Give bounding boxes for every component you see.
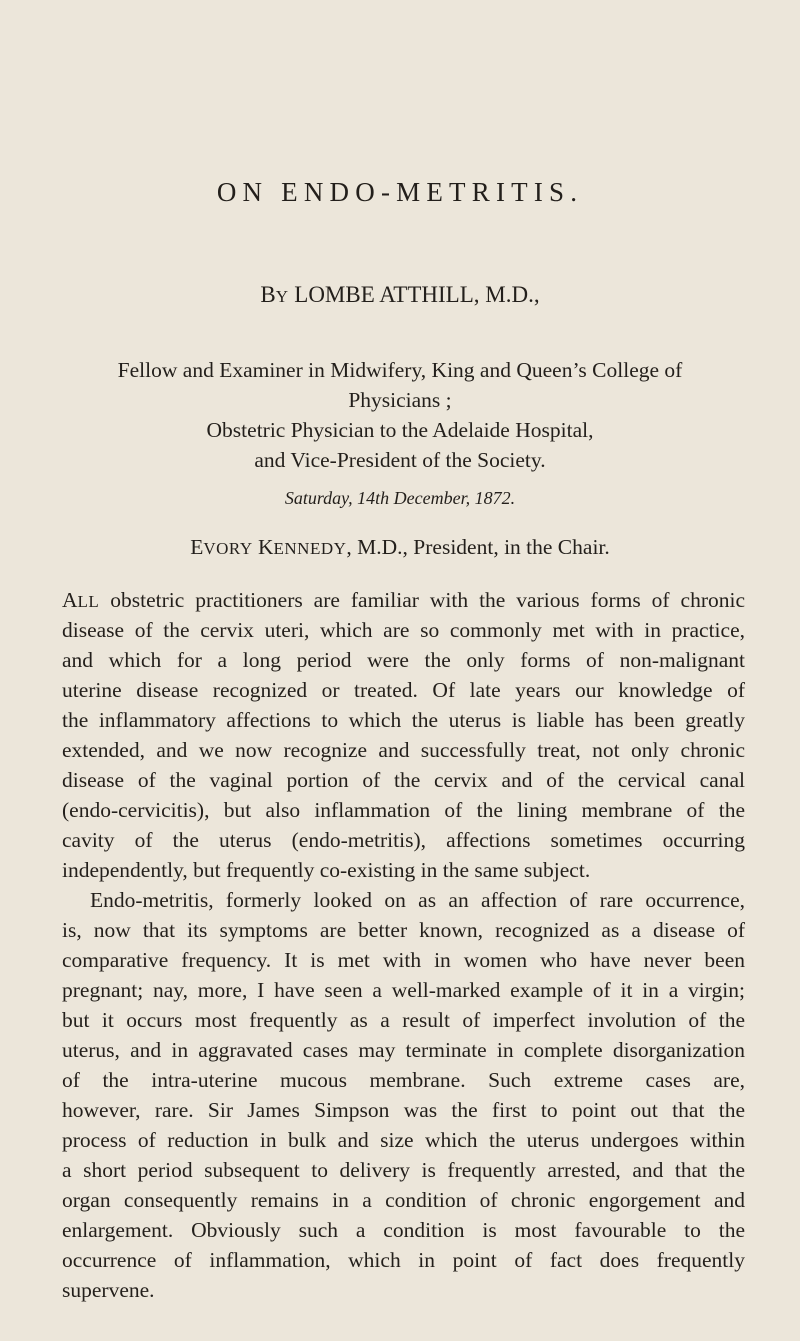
body-line: uterine disease recognized or treated. Of late years our knowledge of xyxy=(62,678,745,702)
affiliation-line: and Vice-President of the Society. xyxy=(254,448,546,472)
body-line: (endo-cervicitis), but also inflammation of the lining membrane of the xyxy=(62,798,745,822)
body-line: disease of the cervix uteri, which are so commonly met with in practice, xyxy=(62,618,745,642)
affiliation-line: Fellow and Examiner in Midwifery, King and Queen’s College of xyxy=(117,358,683,382)
chair-cap: K xyxy=(257,535,274,559)
affiliation-line: Physicians ; xyxy=(348,388,452,412)
first-line-text: obstetric practitioners are familiar with the various forms of chronic xyxy=(99,588,745,612)
body-line: occurrence of inflammation, which in point of fact does frequently xyxy=(62,1248,745,1272)
body-line-first xyxy=(62,585,745,615)
body-line: the inflammatory affections to which the uterus is liable has been greatly xyxy=(62,708,745,732)
chair-rest: , M.D., President, in the Chair. xyxy=(346,535,610,559)
affiliation-line: Obstetric Physician to the Adelaide Hospital, xyxy=(206,418,594,442)
body-line: organ consequently remains in a condition of chronic engorgement and xyxy=(62,1188,745,1212)
body-line: of the intra-uterine mucous membrane. Such extreme cases are, xyxy=(62,1068,745,1092)
smallcaps-word: LL xyxy=(77,592,100,611)
body-line: process of reduction in bulk and size which the uterus undergoes within xyxy=(62,1128,745,1152)
author-byline xyxy=(0,280,800,312)
article-title: ON ENDO-METRITIS. xyxy=(216,177,584,207)
author-name: LOMBE ATTHILL, M.D., xyxy=(294,282,540,307)
body-line: uterus, and in aggravated cases may terminate in complete disorganization xyxy=(62,1038,745,1062)
meeting-date: Saturday, 14th December, 1872. xyxy=(284,488,516,508)
dropcap-letter: A xyxy=(62,588,78,612)
body-line: is, now that its symptoms are better known, recognized as a disease of xyxy=(62,918,745,942)
body-line: and which for a long period were the only forms of non-malignant xyxy=(62,648,745,672)
body-line: but it occurs most frequently as a result of imperfect involution of the xyxy=(62,1008,745,1032)
body-line: disease of the vaginal portion of the cervix and of the cervical canal xyxy=(62,768,745,792)
byline-by-cap: B xyxy=(260,282,276,307)
chair-cap: E xyxy=(190,535,204,559)
body-line: Endo-metritis, formerly looked on as an affection of rare occurrence, xyxy=(90,888,745,912)
body-line: extended, and we now recognize and successfully treat, not only chronic xyxy=(62,738,745,762)
chair-small: ENNEDY xyxy=(273,539,347,558)
body-line: a short period subsequent to delivery is frequently arrested, and that the xyxy=(62,1158,745,1182)
body-line: pregnant; nay, more, I have seen a well-marked example of it in a virgin; xyxy=(62,978,745,1002)
body-line: however, rare. Sir James Simpson was the first to point out that the xyxy=(62,1098,745,1122)
body-line: supervene. xyxy=(62,1278,155,1302)
body-line: cavity of the uterus (endo-metritis), affections sometimes occurring xyxy=(62,828,745,852)
body-line: enlargement. Obviously such a condition is most favourable to the xyxy=(62,1218,745,1242)
body-line: independently, but frequently co-existing in the same subject. xyxy=(62,858,591,882)
chair-small: VORY xyxy=(203,539,253,558)
chair-line xyxy=(0,532,800,564)
body-line: comparative frequency. It is met with in women who have never been xyxy=(62,948,745,972)
byline-by-small: Y xyxy=(275,287,289,306)
